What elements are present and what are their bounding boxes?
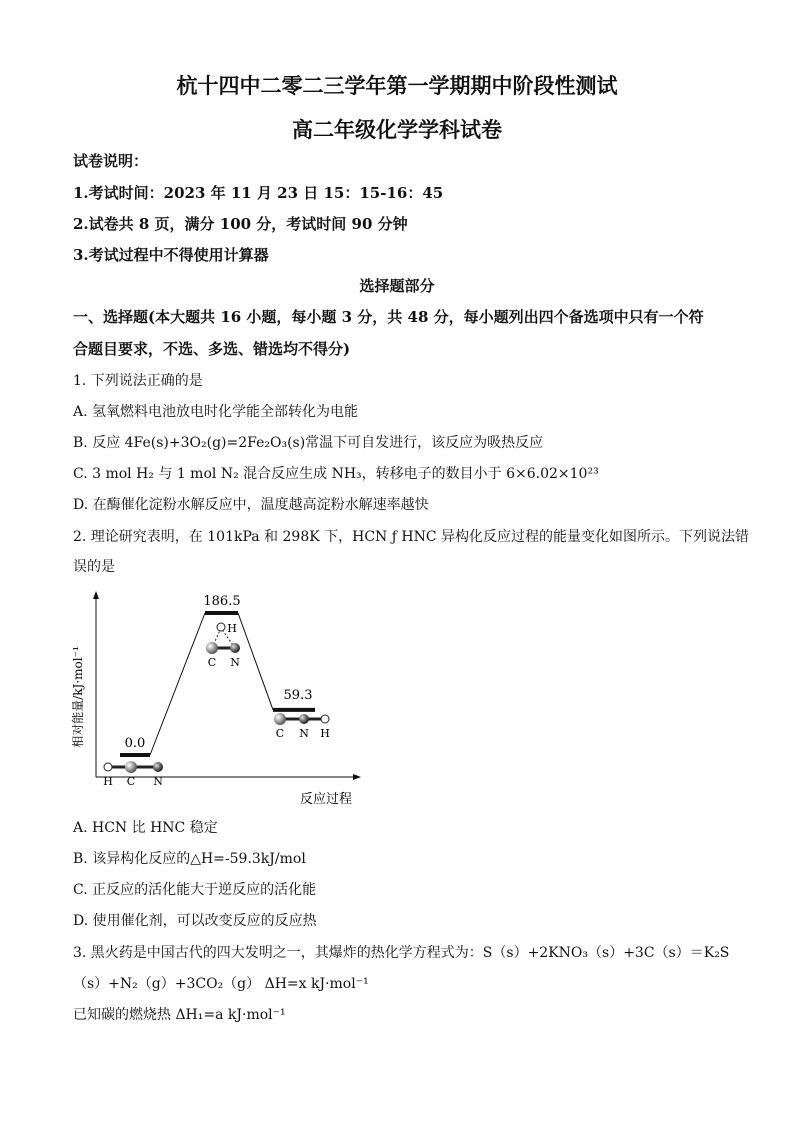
- x-axis-label: 反应过程: [299, 792, 353, 807]
- atom-label-h: H: [227, 622, 237, 635]
- atom-h: [104, 763, 112, 771]
- question-2-stem: 2. 理论研究表明，在 101kPa 和 298K 下，HCN ƒ HNC 异构化反应过程的能量变化如图所示。下列说法错: [73, 529, 750, 545]
- instruction-item: 1.考试时间：2023 年 11 月 23 日 15：15-16：45: [73, 184, 444, 202]
- atom-h: [321, 715, 329, 723]
- question-2-option-d: D. 使用催化剂，可以改变反应的反应热: [73, 913, 317, 929]
- question-2-option-c: C. 正反应的活化能大于逆反应的活化能: [73, 882, 317, 898]
- level-label-2: 59.3: [283, 688, 313, 703]
- question-2-option-a: A. HCN 比 HNC 稳定: [73, 820, 218, 836]
- question-1-option-b: B. 反应 4Fe(s)+3O₂(g)=2Fe₂O₃(s)常温下可自发进行，该反应为吸热反应: [73, 435, 544, 451]
- instructions-heading: 试卷说明：: [73, 152, 149, 170]
- level-label-1: 186.5: [203, 594, 241, 609]
- atom-label-c: C: [275, 727, 285, 740]
- atom-n: [230, 643, 240, 653]
- atom-label-h: H: [103, 775, 113, 788]
- atom-label-n: N: [299, 727, 309, 740]
- molecule-transition-state: [206, 622, 240, 669]
- y-axis-arrow: [93, 591, 99, 599]
- question-3-stem-cont: （s）+N₂（g）+3CO₂（g） ΔH=x kJ·mol⁻¹: [73, 976, 369, 992]
- energy-path-line: [238, 613, 273, 710]
- exam-subtitle: 高二年级化学学科试卷: [292, 117, 502, 142]
- atom-c: [206, 642, 218, 654]
- exam-title: 杭十四中二零二三学年第一学期期中阶段性测试: [176, 73, 618, 98]
- question-1-option-d: D. 在酶催化淀粉水解反应中，温度越高淀粉水解速率越快: [73, 497, 429, 513]
- atom-c: [274, 713, 286, 725]
- x-axis-arrow: [353, 774, 361, 780]
- molecule-hcn: [103, 761, 163, 788]
- instruction-item: 3.考试过程中不得使用计算器: [73, 246, 269, 264]
- section-heading: 一、选择题(本大题共 16 小题，每小题 3 分，共 48 分，每小题列出四个备选项中只有一个符: [73, 308, 704, 326]
- question-2-option-b: B. 该异构化反应的△H=-59.3kJ/mol: [73, 851, 306, 867]
- section-heading-cont: 合题目要求，不选、多选、错选均不得分): [73, 340, 351, 358]
- atom-n: [153, 762, 163, 772]
- question-2-stem-cont: 误的是: [73, 559, 115, 575]
- atom-h: [217, 623, 225, 631]
- energy-path-line: [150, 613, 205, 755]
- atom-n: [299, 714, 309, 724]
- atom-label-n: N: [230, 656, 240, 669]
- question-1-option-c: C. 3 mol H₂ 与 1 mol N₂ 混合反应生成 NH₃，转移电子的数目小于 6×6.02×10²³: [73, 466, 599, 482]
- energy-diagram: [60, 585, 380, 815]
- level-label-0: 0.0: [124, 736, 146, 751]
- question-1-option-a: A. 氢氧燃料电池放电时化学能全部转化为电能: [73, 404, 359, 420]
- question-3-given: 已知碳的燃烧热 ΔH₁=a kJ·mol⁻¹: [73, 1007, 286, 1023]
- y-axis-label: 相对能量/kJ·mol⁻¹: [71, 646, 85, 748]
- question-1-stem: 1. 下列说法正确的是: [73, 373, 203, 389]
- atom-label-c: C: [126, 775, 136, 788]
- atom-label-h: H: [320, 727, 330, 740]
- instruction-item: 2.试卷共 8 页，满分 100 分，考试时间 90 分钟: [73, 215, 408, 233]
- atom-label-n: N: [153, 775, 163, 788]
- atom-label-c: C: [207, 656, 217, 669]
- question-3-stem: 3. 黑火药是中国古代的四大发明之一，其爆炸的热化学方程式为：S（s）+2KNO₃（s）+3C（s）＝K₂S: [73, 945, 730, 961]
- atom-c: [125, 761, 137, 773]
- section-name: 选择题部分: [359, 277, 435, 295]
- molecule-hnc: [274, 713, 330, 740]
